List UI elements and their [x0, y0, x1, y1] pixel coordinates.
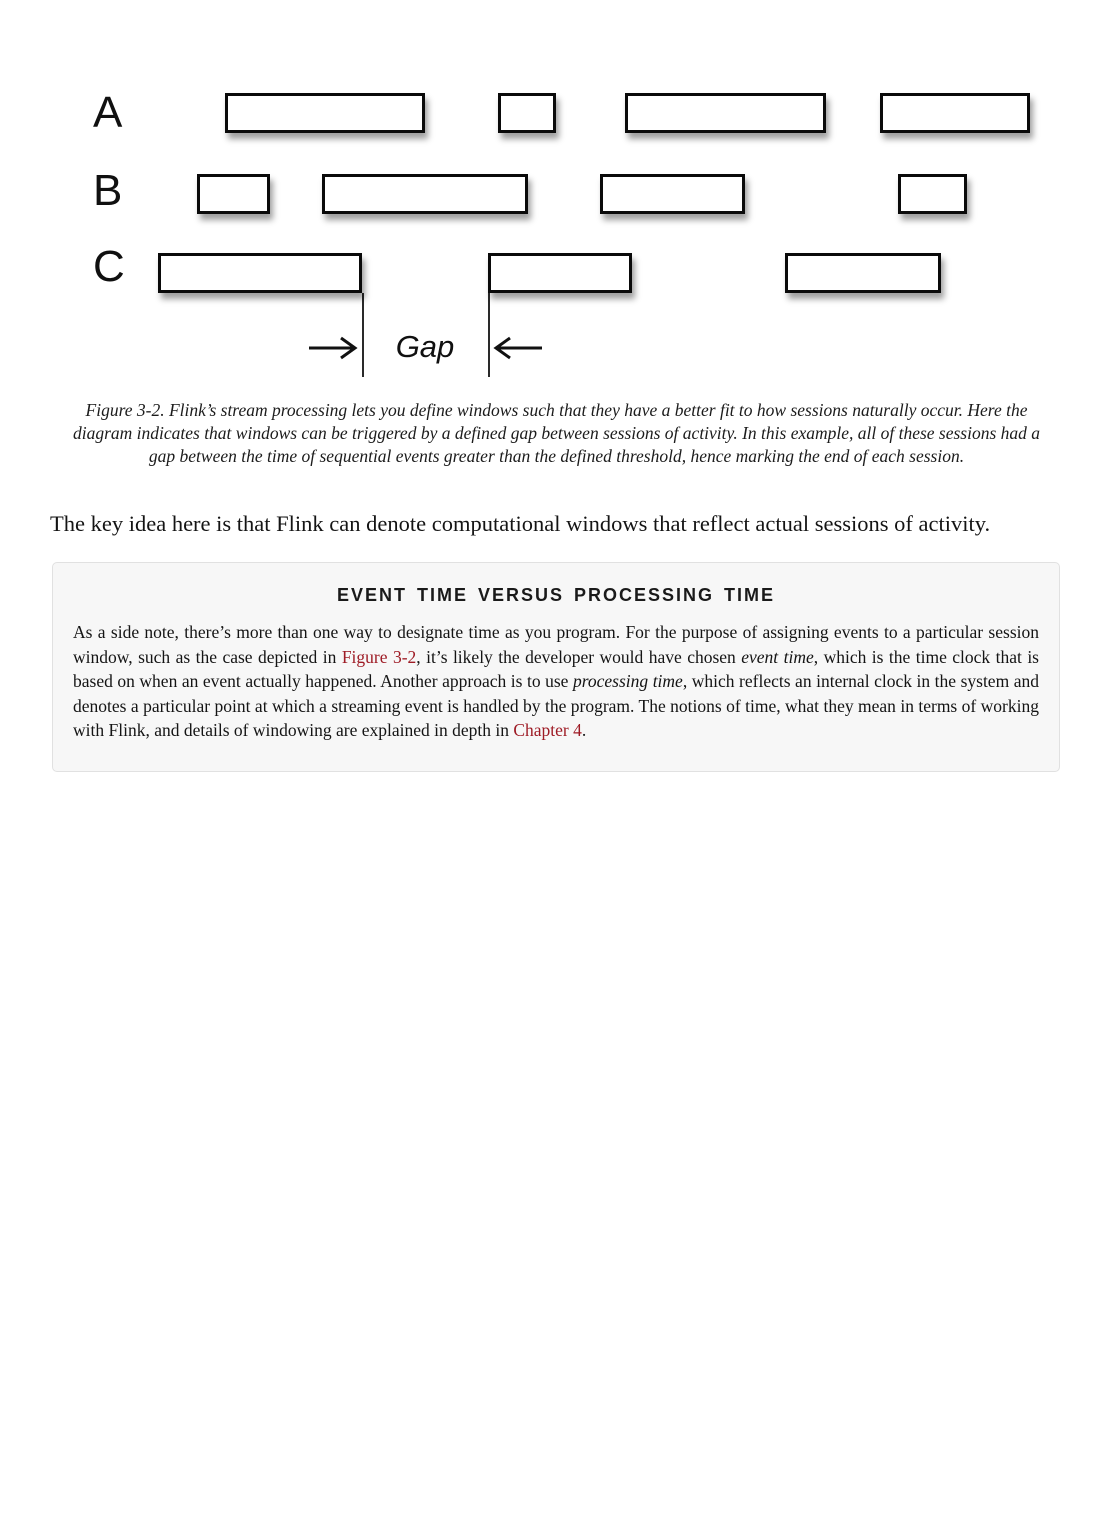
session-box: [322, 174, 528, 214]
sidebar-body-text: [73, 620, 1039, 743]
sidebar-text-run: .: [581, 720, 587, 740]
figure-caption: Figure 3-2. Flink’s stream processing lets you define windows such that they have a better fit to how sessions naturally occur. Here the diagram indicates that windows can be triggered by a defined gap between sessions of activity. In this example, all of these sessions had a gap between the time of sequential events greater than the defined threshold, hence marking the end of each session.: [72, 400, 1041, 466]
session-box: [158, 253, 362, 293]
gap-boundary-line-right: [488, 293, 490, 377]
key-idea-paragraph: The key idea here is that Flink can denote computational windows that reflect actual sessions of activity.: [50, 511, 991, 536]
session-box: [225, 93, 425, 133]
session-box: [785, 253, 941, 293]
sidebar-text-run: As a side note, there’s more than one way to designate time as you program. For the purpose of assigning events to a particular session window, such as the case depicted in: [73, 622, 1039, 667]
stream-label-a: A: [93, 88, 123, 137]
stream-label-b: B: [93, 166, 123, 215]
session-box: [197, 174, 270, 214]
chapter-4-link[interactable]: Chapter 4: [513, 720, 582, 740]
event-time-sidebar: [52, 562, 1060, 772]
session-box: [488, 253, 632, 293]
gap-label: Gap: [395, 329, 455, 364]
figure-3-2-link[interactable]: Figure 3-2: [341, 646, 417, 667]
sidebar-title: EVENT TIME VERSUS PROCESSING TIME: [336, 585, 776, 605]
session-box: [880, 93, 1030, 133]
session-box: [498, 93, 556, 133]
sidebar-text-run: , which reflects an internal clock in the system and denotes a particular point at which a streaming event is handled by the program. The notions of time, what they mean in terms of working with Flink, and details of windowing are explained in depth in: [73, 671, 1039, 740]
session-box: [898, 174, 967, 214]
sidebar-text-run: event time: [741, 646, 814, 667]
session-box: [625, 93, 826, 133]
gap-boundary-line-left: [362, 293, 364, 377]
gap-arrow-right-icon: [307, 335, 359, 361]
gap-arrow-left-icon: [492, 335, 544, 361]
sidebar-text-run: processing time: [572, 671, 683, 691]
sidebar-text-run: , which is the time clock that is based on when an event actually happened. Another approach is to use: [73, 646, 1039, 691]
sidebar-text-run: , it’s likely the developer would have chosen: [416, 646, 742, 667]
session-box: [600, 174, 745, 214]
stream-label-c: C: [93, 242, 125, 291]
figure-3-2-diagram: [0, 85, 1113, 385]
